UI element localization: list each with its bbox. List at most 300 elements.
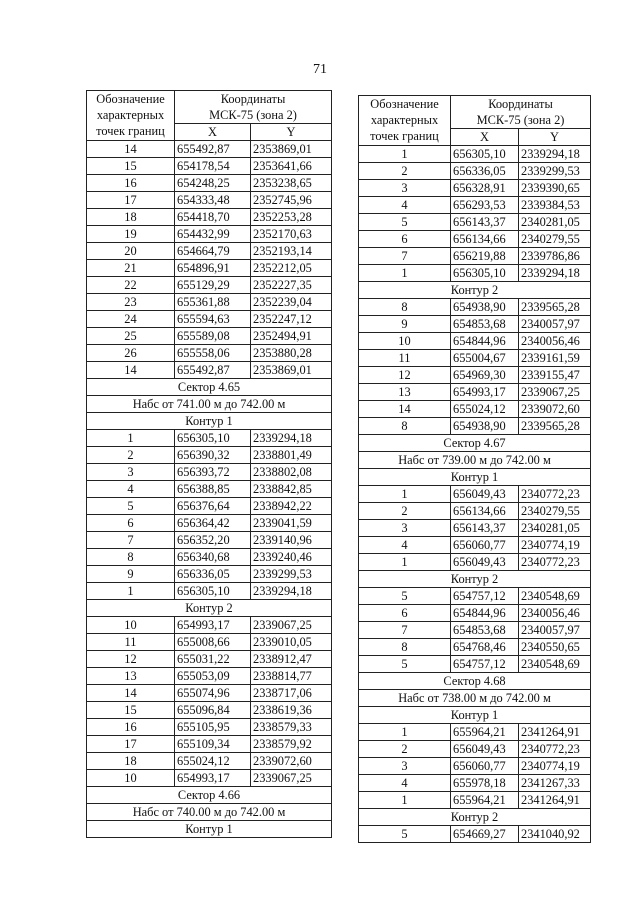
y-coordinate: 2353238,65 [251,175,332,192]
x-coordinate: 656388,85 [175,481,251,498]
sector-label: Сектор 4.68 [359,673,591,690]
table-row [359,384,591,401]
point-number: 20 [87,243,175,260]
table-row [87,634,332,651]
y-coordinate: 2352247,12 [251,311,332,328]
header-line: Координаты [488,97,553,111]
x-coordinate: 656134,66 [451,231,519,248]
x-coordinate: 656219,88 [451,248,519,265]
point-number: 4 [359,537,451,554]
y-header: Y [519,129,591,146]
y-coordinate: 2340548,69 [519,588,591,605]
table-row [87,447,332,464]
x-coordinate: 655492,87 [175,362,251,379]
y-coordinate: 2340279,55 [519,231,591,248]
x-coordinate: 656376,64 [175,498,251,515]
point-number: 25 [87,328,175,345]
x-coordinate: 654896,91 [175,260,251,277]
point-number: 19 [87,226,175,243]
x-coordinate: 655964,21 [451,792,519,809]
x-coordinate: 655008,66 [175,634,251,651]
table-row [359,401,591,418]
y-coordinate: 2339786,86 [519,248,591,265]
point-number: 7 [359,248,451,265]
y-coordinate: 2339140,96 [251,532,332,549]
y-coordinate: 2339299,53 [251,566,332,583]
table-row [359,724,591,741]
table-row [87,277,332,294]
y-coordinate: 2338802,08 [251,464,332,481]
contour-label: Контур 1 [359,469,591,486]
table-row [87,141,332,158]
table-row [359,265,591,282]
x-coordinate: 656336,05 [451,163,519,180]
point-number: 1 [359,265,451,282]
point-number: 17 [87,736,175,753]
point-number: 13 [359,384,451,401]
section-row [359,673,591,690]
table-body [359,96,591,843]
table-row [359,367,591,384]
x-header: X [451,129,519,146]
y-coordinate: 2339155,47 [519,367,591,384]
x-coordinate: 656390,32 [175,447,251,464]
y-coordinate: 2339041,59 [251,515,332,532]
height-range-label: Набс от 739.00 м до 742.00 м [359,452,591,469]
y-coordinate: 2352494,91 [251,328,332,345]
point-number: 1 [87,583,175,600]
point-number: 9 [359,316,451,333]
header-line: Координаты [220,92,286,106]
table-row [359,214,591,231]
x-coordinate: 656305,10 [451,265,519,282]
y-coordinate: 2352745,96 [251,192,332,209]
table-row [359,741,591,758]
point-number: 12 [87,651,175,668]
y-coordinate: 2353880,28 [251,345,332,362]
header-line: МСК-75 (зона 2) [209,108,297,122]
table-row [87,702,332,719]
point-number: 3 [359,520,451,537]
table-row [87,226,332,243]
point-number: 1 [359,486,451,503]
table-row [87,719,332,736]
x-coordinate: 655031,22 [175,651,251,668]
y-coordinate: 2353869,01 [251,362,332,379]
point-number: 16 [87,719,175,736]
y-coordinate: 2340056,46 [519,605,591,622]
contour-label: Контур 1 [87,821,332,838]
table-row [359,333,591,350]
y-coordinate: 2341267,33 [519,775,591,792]
section-row [359,452,591,469]
x-coordinate: 656049,43 [451,741,519,758]
sector-label: Сектор 4.66 [87,787,332,804]
table-row [359,758,591,775]
x-coordinate: 656305,10 [451,146,519,163]
point-number: 15 [87,158,175,175]
table-row [359,554,591,571]
x-coordinate: 656060,77 [451,537,519,554]
table-row [359,248,591,265]
y-coordinate: 2353641,66 [251,158,332,175]
header-row [87,91,332,124]
section-row [87,804,332,821]
x-coordinate: 655492,87 [175,141,251,158]
point-number: 2 [359,741,451,758]
table-row [87,566,332,583]
height-range-label: Набс от 740.00 м до 742.00 м [87,804,332,821]
table-row [87,515,332,532]
x-coordinate: 654993,17 [175,617,251,634]
y-coordinate: 2340057,97 [519,622,591,639]
x-coordinate: 656305,10 [175,583,251,600]
y-coordinate: 2338912,47 [251,651,332,668]
point-number: 14 [87,685,175,702]
x-coordinate: 654844,96 [451,605,519,622]
y-coordinate: 2338842,85 [251,481,332,498]
point-number: 14 [87,141,175,158]
point-number: 23 [87,294,175,311]
x-coordinate: 656060,77 [451,758,519,775]
y-coordinate: 2340281,05 [519,214,591,231]
page-number: 71 [313,62,327,77]
table-row [87,549,332,566]
table-row [359,605,591,622]
table-row [87,532,332,549]
x-coordinate: 656336,05 [175,566,251,583]
x-coordinate: 656352,20 [175,532,251,549]
y-coordinate: 2338579,33 [251,719,332,736]
x-coordinate: 654993,17 [175,770,251,787]
table-row [87,770,332,787]
x-coordinate: 654757,12 [451,656,519,673]
contour-label: Контур 1 [359,707,591,724]
y-coordinate: 2340772,23 [519,554,591,571]
point-number: 4 [87,481,175,498]
y-coordinate: 2352193,14 [251,243,332,260]
table-row [87,753,332,770]
y-coordinate: 2339294,18 [519,265,591,282]
x-coordinate: 654178,54 [175,158,251,175]
x-coordinate: 654669,27 [451,826,519,843]
point-number: 10 [87,617,175,634]
table-row [87,158,332,175]
table-row [359,503,591,520]
table-row [87,651,332,668]
y-coordinate: 2339299,53 [519,163,591,180]
x-coordinate: 656134,66 [451,503,519,520]
section-row [87,379,332,396]
table-row [87,617,332,634]
point-number: 10 [87,770,175,787]
y-coordinate: 2340548,69 [519,656,591,673]
x-coordinate: 654333,48 [175,192,251,209]
section-row [359,707,591,724]
section-row [87,821,332,838]
point-number: 3 [87,464,175,481]
point-number: 1 [359,792,451,809]
coordinates-header [175,91,332,124]
x-coordinate: 654938,90 [451,299,519,316]
x-coordinate: 656143,37 [451,214,519,231]
x-coordinate: 655558,06 [175,345,251,362]
point-number: 26 [87,345,175,362]
x-coordinate: 656305,10 [175,430,251,447]
point-number: 6 [359,605,451,622]
y-coordinate: 2340772,23 [519,741,591,758]
y-coordinate: 2339384,53 [519,197,591,214]
y-coordinate: 2340281,05 [519,520,591,537]
point-number: 2 [359,503,451,520]
table-row [359,350,591,367]
x-coordinate: 654768,46 [451,639,519,656]
y-coordinate: 2352212,05 [251,260,332,277]
header-line: характерных [370,113,439,127]
table-row [87,328,332,345]
point-number: 4 [359,197,451,214]
point-number: 5 [87,498,175,515]
table-row [359,588,591,605]
x-coordinate: 655024,12 [451,401,519,418]
y-coordinate: 2338814,77 [251,668,332,685]
point-designation-header [359,96,451,146]
x-coordinate: 654844,96 [451,333,519,350]
y-coordinate: 2339565,28 [519,299,591,316]
y-coordinate: 2339010,05 [251,634,332,651]
table-row [359,418,591,435]
y-coordinate: 2340057,97 [519,316,591,333]
x-coordinate: 655361,88 [175,294,251,311]
x-coordinate: 656049,43 [451,554,519,571]
y-coordinate: 2340772,23 [519,486,591,503]
header-row [359,96,591,129]
y-coordinate: 2339294,18 [251,583,332,600]
table-row [87,685,332,702]
coordinates-table-right [358,95,591,843]
table-row [87,345,332,362]
height-range-label: Набс от 738.00 м до 742.00 м [359,690,591,707]
y-coordinate: 2352170,63 [251,226,332,243]
point-number: 10 [359,333,451,350]
y-coordinate: 2339294,18 [519,146,591,163]
table-row [359,231,591,248]
height-range-label: Набс от 741.00 м до 742.00 м [87,396,332,413]
table-row [359,197,591,214]
y-coordinate: 2339240,46 [251,549,332,566]
table-row [359,775,591,792]
section-row [359,469,591,486]
y-coordinate: 2341264,91 [519,724,591,741]
point-number: 1 [87,430,175,447]
table-row [87,430,332,447]
point-number: 5 [359,826,451,843]
point-number: 2 [359,163,451,180]
table-row [359,163,591,180]
table-row [87,583,332,600]
x-coordinate: 654418,70 [175,209,251,226]
y-coordinate: 2339390,65 [519,180,591,197]
table-row [87,311,332,328]
coordinates-header [451,96,591,129]
point-number: 18 [87,209,175,226]
point-number: 14 [87,362,175,379]
y-coordinate: 2340279,55 [519,503,591,520]
table-row [87,464,332,481]
coordinates-table-left [86,90,332,838]
section-row [87,600,332,617]
point-number: 5 [359,588,451,605]
table-row [359,622,591,639]
point-number: 13 [87,668,175,685]
table-row [359,826,591,843]
table-row [359,656,591,673]
x-coordinate: 656364,42 [175,515,251,532]
table-row [359,299,591,316]
y-coordinate: 2340774,19 [519,537,591,554]
point-number: 6 [359,231,451,248]
section-row [359,435,591,452]
x-coordinate: 655105,95 [175,719,251,736]
table-row [359,537,591,554]
point-designation-header [87,91,175,141]
table-row [359,146,591,163]
x-coordinate: 655589,08 [175,328,251,345]
contour-label: Контур 1 [87,413,332,430]
contour-label: Контур 2 [359,809,591,826]
y-coordinate: 2338579,92 [251,736,332,753]
point-number: 6 [87,515,175,532]
x-coordinate: 654993,17 [451,384,519,401]
y-header: Y [251,124,332,141]
point-number: 12 [359,367,451,384]
table-row [87,260,332,277]
y-coordinate: 2341040,92 [519,826,591,843]
x-coordinate: 654664,79 [175,243,251,260]
sector-label: Сектор 4.67 [359,435,591,452]
contour-label: Контур 2 [359,571,591,588]
header-line: характерных [96,108,165,122]
header-line: точек границ [96,124,165,138]
y-coordinate: 2341264,91 [519,792,591,809]
y-coordinate: 2352239,04 [251,294,332,311]
point-number: 1 [359,724,451,741]
x-coordinate: 655109,34 [175,736,251,753]
x-coordinate: 654757,12 [451,588,519,605]
x-coordinate: 654248,25 [175,175,251,192]
x-coordinate: 654853,68 [451,316,519,333]
section-row [359,809,591,826]
section-row [359,690,591,707]
table-row [359,486,591,503]
x-coordinate: 655594,63 [175,311,251,328]
point-number: 9 [87,566,175,583]
point-number: 2 [87,447,175,464]
point-number: 5 [359,214,451,231]
x-coordinate: 654938,90 [451,418,519,435]
y-coordinate: 2340056,46 [519,333,591,350]
x-coordinate: 655024,12 [175,753,251,770]
table-body [87,91,332,838]
y-coordinate: 2352227,35 [251,277,332,294]
y-coordinate: 2339565,28 [519,418,591,435]
point-number: 3 [359,180,451,197]
table-row [87,209,332,226]
point-number: 17 [87,192,175,209]
header-line: МСК-75 (зона 2) [476,113,565,127]
point-number: 8 [87,549,175,566]
x-coordinate: 655964,21 [451,724,519,741]
x-coordinate: 655096,84 [175,702,251,719]
point-number: 21 [87,260,175,277]
header-line: точек границ [370,129,439,143]
section-row [359,282,591,299]
y-coordinate: 2339067,25 [251,617,332,634]
point-number: 5 [359,656,451,673]
point-number: 11 [87,634,175,651]
table-row [359,520,591,537]
point-number: 7 [359,622,451,639]
y-coordinate: 2340774,19 [519,758,591,775]
y-coordinate: 2340550,65 [519,639,591,656]
x-coordinate: 655129,29 [175,277,251,294]
y-coordinate: 2339294,18 [251,430,332,447]
x-coordinate: 654432,99 [175,226,251,243]
x-coordinate: 656393,72 [175,464,251,481]
point-number: 3 [359,758,451,775]
table-row [87,175,332,192]
point-number: 8 [359,299,451,316]
section-row [87,787,332,804]
section-row [87,396,332,413]
y-coordinate: 2338619,36 [251,702,332,719]
point-number: 18 [87,753,175,770]
x-coordinate: 656340,68 [175,549,251,566]
y-coordinate: 2338717,06 [251,685,332,702]
y-coordinate: 2352253,28 [251,209,332,226]
y-coordinate: 2339067,25 [251,770,332,787]
table-row [359,639,591,656]
x-coordinate: 656143,37 [451,520,519,537]
table-row [87,668,332,685]
table-row [87,294,332,311]
x-coordinate: 655978,18 [451,775,519,792]
y-coordinate: 2339067,25 [519,384,591,401]
point-number: 8 [359,418,451,435]
section-row [359,571,591,588]
x-coordinate: 655074,96 [175,685,251,702]
point-number: 22 [87,277,175,294]
point-number: 16 [87,175,175,192]
y-coordinate: 2339161,59 [519,350,591,367]
x-coordinate: 655004,67 [451,350,519,367]
y-coordinate: 2338801,49 [251,447,332,464]
section-row [87,413,332,430]
table-row [87,362,332,379]
point-number: 14 [359,401,451,418]
point-number: 11 [359,350,451,367]
contour-label: Контур 2 [87,600,332,617]
table-row [87,736,332,753]
x-coordinate: 655053,09 [175,668,251,685]
header-line: Обозначение [96,92,165,106]
y-coordinate: 2338942,22 [251,498,332,515]
header-line: Обозначение [370,97,439,111]
point-number: 1 [359,554,451,571]
x-coordinate: 656293,53 [451,197,519,214]
table-row [87,498,332,515]
point-number: 1 [359,146,451,163]
